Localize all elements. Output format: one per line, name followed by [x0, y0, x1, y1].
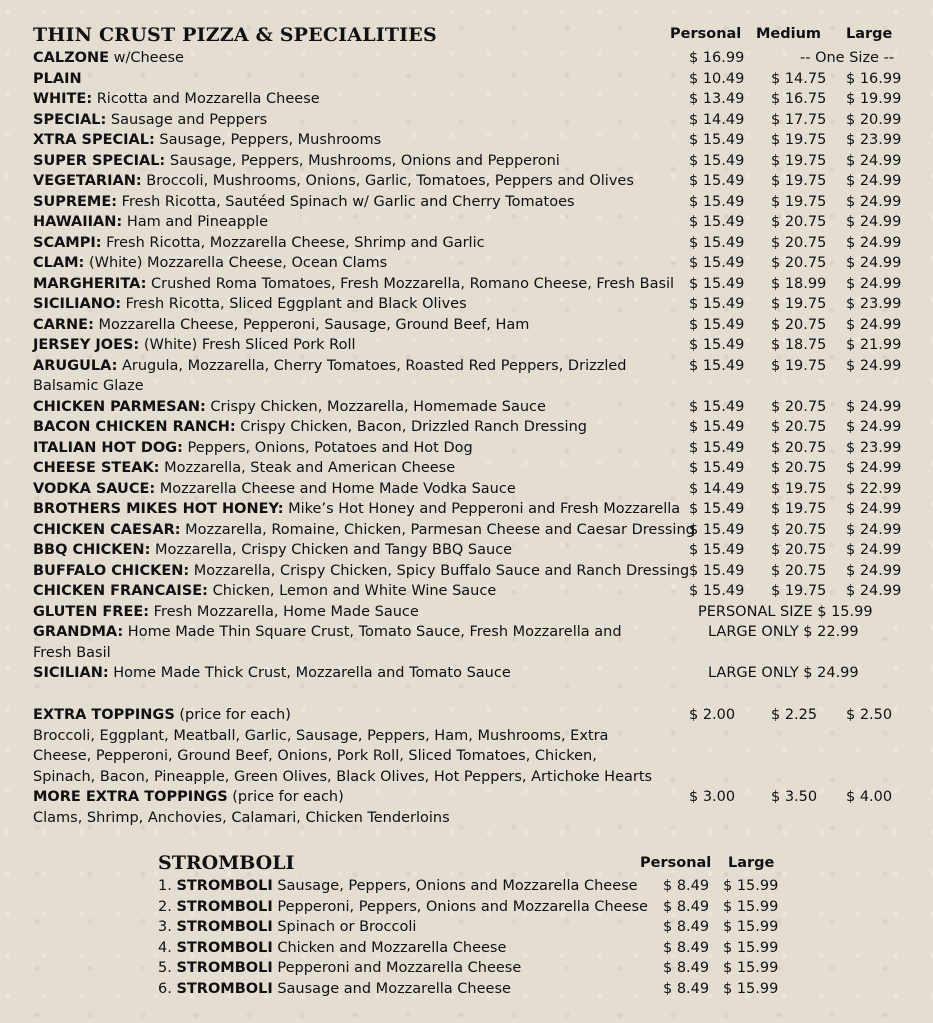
menu-item — [33, 212, 268, 233]
menu-item-desc: Sausage, Peppers, Mushrooms — [154, 132, 382, 148]
menu-item — [33, 499, 680, 520]
price-personal: $ 15.49 — [689, 316, 745, 333]
stromboli-item-name: STROMBOLI — [176, 939, 273, 956]
price-medium: $ 19.75 — [771, 152, 827, 169]
stromboli-item-desc: Pepperoni and Mozzarella Cheese — [272, 960, 522, 976]
more-price-medium: $ 3.50 — [771, 789, 818, 805]
menu-item-desc: Home Made Thin Square Crust, Tomato Sauce, Fresh Mozzarella and Fresh Basil — [33, 624, 622, 661]
menu-item-desc: Peppers, Onions, Potatoes and Hot Dog — [182, 439, 473, 456]
price-large: $ 24.99 — [846, 234, 902, 251]
price-personal: $ 15.49 — [689, 521, 745, 538]
stromboli-item — [158, 876, 638, 897]
menu-item — [33, 479, 516, 500]
price-large: $ 24.99 — [846, 357, 902, 374]
price-medium: $ 14.75 — [771, 70, 827, 87]
menu-item — [33, 69, 82, 90]
menu-item-desc: (White) Fresh Sliced Pork Roll — [139, 337, 356, 353]
price-large: $ 24.99 — [846, 419, 902, 435]
price-medium: $ 19.75 — [771, 173, 827, 189]
stromboli-price-large: $ 15.99 — [723, 939, 779, 956]
price-personal: $ 15.49 — [689, 501, 745, 517]
price-medium: $ 20.75 — [771, 255, 827, 271]
stromboli-price-large: $ 15.99 — [723, 960, 779, 976]
extra-price-personal: $ 2.00 — [689, 707, 736, 723]
price-large: $ 24.99 — [846, 501, 902, 517]
price-personal: $ 14.49 — [689, 480, 745, 497]
menu-item-name: GRANDMA: — [33, 624, 124, 640]
price-large: $ 21.99 — [846, 337, 902, 353]
price-large: $ 24.99 — [846, 562, 902, 579]
menu-item-desc: Mozzarella, Crispy Chicken, Spicy Buffalo Sauce and Ranch Dressing — [189, 562, 690, 579]
stromboli-price-large: $ 15.99 — [723, 980, 779, 997]
menu-item — [33, 438, 473, 459]
more-price-personal: $ 3.00 — [689, 789, 736, 805]
price-note: LARGE ONLY $ 24.99 — [708, 665, 859, 681]
menu-item — [33, 192, 575, 213]
extra-price-medium: $ 2.25 — [771, 707, 818, 723]
price-medium: $ 20.75 — [771, 542, 827, 558]
price-large: $ 24.99 — [846, 193, 902, 210]
menu-item — [33, 274, 674, 295]
menu-item-name: SUPER SPECIAL: — [33, 152, 166, 169]
price-large: $ 20.99 — [846, 111, 902, 128]
price-large: $ 23.99 — [846, 439, 902, 456]
stromboli-price-personal: $ 8.49 — [663, 919, 710, 935]
menu-item — [33, 540, 512, 561]
menu-item-desc: Sausage, Peppers, Mushrooms, Onions and Pepperoni — [165, 152, 560, 169]
stromboli-item — [158, 958, 521, 979]
stromboli-item-number: 1. — [158, 878, 177, 894]
stromboli-item-number: 6. — [158, 980, 177, 997]
more-toppings-list: Clams, Shrimp, Anchovies, Calamari, Chicken Tenderloins — [33, 809, 450, 826]
menu-item-name: PLAIN — [33, 70, 82, 87]
header-personal: Personal — [670, 26, 742, 42]
extra-toppings-name: EXTRA TOPPINGS — [33, 707, 175, 723]
price-medium: $ 20.75 — [771, 316, 827, 333]
price-medium: $ 20.75 — [771, 562, 827, 579]
stromboli-item-name: STROMBOLI — [176, 980, 273, 997]
menu-item — [33, 294, 467, 315]
stromboli-price-personal: $ 8.49 — [663, 960, 710, 976]
menu-item-desc: Mozzarella Cheese and Home Made Vodka Sauce — [155, 480, 516, 497]
price-large: $ 24.99 — [846, 173, 902, 189]
stromboli-price-large: $ 15.99 — [723, 898, 779, 915]
stromboli-item-number: 4. — [158, 939, 177, 956]
price-note: -- One Size -- — [800, 50, 895, 66]
menu-item — [33, 397, 546, 418]
menu-item-name: SUPREME: — [33, 193, 118, 210]
menu-item-desc: Fresh Ricotta, Mozzarella Cheese, Shrimp and Garlic — [101, 234, 485, 251]
stromboli-item — [158, 897, 648, 918]
stromboli-item — [158, 938, 506, 959]
price-large: $ 24.99 — [846, 255, 902, 271]
menu-item-desc: Mozzarella, Romaine, Chicken, Parmesan Cheese and Caesar Dressing — [180, 521, 695, 538]
stromboli-header-large: Large — [728, 855, 775, 871]
menu-item-name: XTRA SPECIAL: — [33, 132, 155, 148]
price-personal: $ 15.49 — [689, 542, 745, 558]
price-personal: $ 15.49 — [689, 132, 745, 148]
menu-item-desc: Mozzarella, Crispy Chicken and Tangy BBQ Sauce — [150, 542, 513, 558]
menu-item-desc: Chicken, Lemon and White Wine Sauce — [207, 583, 497, 599]
menu-item-name: BROTHERS MIKES HOT HONEY: — [33, 501, 284, 517]
price-medium: $ 20.75 — [771, 419, 827, 435]
price-large: $ 22.99 — [846, 480, 902, 497]
price-medium: $ 17.75 — [771, 111, 827, 128]
price-personal: $ 15.49 — [689, 562, 745, 579]
price-personal: $ 10.49 — [689, 70, 745, 87]
price-medium: $ 20.75 — [771, 460, 827, 476]
menu-item — [33, 48, 184, 69]
menu-item-desc: Ricotta and Mozzarella Cheese — [92, 91, 320, 107]
menu-item-desc: Sausage and Peppers — [106, 111, 268, 128]
stromboli-item-name: STROMBOLI — [176, 878, 273, 894]
price-medium: $ 20.75 — [771, 234, 827, 251]
price-personal: $ 15.49 — [689, 255, 745, 271]
menu-item — [33, 663, 511, 684]
menu-item — [33, 130, 381, 151]
menu-item-name: CHICKEN PARMESAN: — [33, 398, 206, 415]
menu-item-desc: Fresh Ricotta, Sliced Eggplant and Black Olives — [121, 296, 467, 312]
extra-toppings-list: Broccoli, Eggplant, Meatball, Garlic, Sausage, Peppers, Ham, Mushrooms, Extra Cheese, Pepperoni, Ground Beef, Onions, Pork Roll, Sliced Tomatoes, Chicken, Spinach, Bacon, Pineapple, Green Olives, Black Olives, Hot Peppers, Artichoke Hearts — [33, 727, 653, 785]
pizza-section-title: THIN CRUST PIZZA & SPECIALITIES — [33, 24, 437, 46]
menu-item — [33, 458, 455, 479]
menu-item-name: SPECIAL: — [33, 111, 107, 128]
menu-item-desc: Fresh Ricotta, Sautéed Spinach w/ Garlic and Cherry Tomatoes — [117, 193, 575, 210]
menu-item-name: CALZONE — [33, 50, 109, 66]
menu-item-desc: Mozzarella, Steak and American Cheese — [159, 460, 456, 476]
menu-item-desc: Mozzarella Cheese, Pepperoni, Sausage, Ground Beef, Ham — [93, 316, 530, 333]
menu-item-name: GLUTEN FREE: — [33, 603, 150, 620]
more-price-large: $ 4.00 — [846, 789, 893, 805]
price-medium: $ 19.75 — [771, 296, 827, 312]
price-large: $ 23.99 — [846, 296, 902, 312]
price-medium: $ 19.75 — [771, 193, 827, 210]
price-personal: $ 15.49 — [689, 583, 745, 599]
price-large: $ 24.99 — [846, 316, 902, 333]
menu-item-name: CHEESE STEAK: — [33, 460, 160, 476]
price-medium: $ 20.75 — [771, 521, 827, 538]
price-personal: $ 15.49 — [689, 439, 745, 456]
menu-item-name: BUFFALO CHICKEN: — [33, 562, 190, 579]
menu-item — [33, 561, 689, 582]
price-medium: $ 20.75 — [771, 398, 827, 415]
menu-item-name: SICILIAN: — [33, 665, 109, 681]
price-personal: $ 13.49 — [689, 91, 745, 107]
price-personal: $ 15.49 — [689, 173, 745, 189]
price-medium: $ 16.75 — [771, 91, 827, 107]
menu-item — [33, 417, 587, 438]
price-personal: $ 15.49 — [689, 398, 745, 415]
menu-item-desc: Ham and Pineapple — [122, 214, 269, 230]
menu-item-name: CLAM: — [33, 255, 85, 271]
stromboli-item-desc: Pepperoni, Peppers, Onions and Mozzarella Cheese — [272, 898, 648, 915]
menu-item — [33, 110, 267, 131]
menu-item — [33, 581, 496, 602]
price-personal: $ 16.99 — [689, 50, 745, 66]
stromboli-item — [158, 917, 416, 938]
menu-item-name: CHICKEN FRANCAISE: — [33, 583, 208, 599]
menu-item-desc: Fresh Mozzarella, Home Made Sauce — [149, 603, 419, 620]
price-large: $ 24.99 — [846, 521, 902, 538]
menu-item — [33, 356, 643, 397]
menu-item-desc: Crushed Roma Tomatoes, Fresh Mozzarella, Romano Cheese, Fresh Basil — [146, 275, 675, 292]
menu-item-name: CARNE: — [33, 316, 94, 333]
stromboli-item-number: 3. — [158, 919, 177, 935]
price-medium: $ 20.75 — [771, 214, 827, 230]
price-medium: $ 19.75 — [771, 480, 827, 497]
menu-item-name: JERSEY JOES: — [33, 337, 140, 353]
menu-item-desc: Home Made Thick Crust, Mozzarella and Tomato Sauce — [108, 665, 511, 681]
price-large: $ 24.99 — [846, 275, 902, 292]
menu-item-name: VEGETARIAN: — [33, 173, 142, 189]
menu-item — [33, 622, 643, 663]
stromboli-price-personal: $ 8.49 — [663, 939, 710, 956]
stromboli-item — [158, 979, 511, 1000]
price-large: $ 24.99 — [846, 214, 902, 230]
price-medium: $ 19.75 — [771, 583, 827, 599]
menu-item — [33, 89, 320, 110]
price-personal: $ 15.49 — [689, 275, 745, 292]
price-note: LARGE ONLY $ 22.99 — [708, 624, 859, 640]
stromboli-item-name: STROMBOLI — [176, 960, 273, 976]
price-large: $ 24.99 — [846, 460, 902, 476]
price-medium: $ 19.75 — [771, 132, 827, 148]
menu-item-name: ARUGULA: — [33, 357, 118, 374]
stromboli-price-personal: $ 8.49 — [663, 878, 710, 894]
menu-item — [33, 253, 387, 274]
price-personal: $ 15.49 — [689, 296, 745, 312]
price-personal: $ 15.49 — [689, 337, 745, 353]
menu-item-desc: Crispy Chicken, Bacon, Drizzled Ranch Dressing — [235, 419, 587, 435]
price-large: $ 24.99 — [846, 542, 902, 558]
stromboli-item-desc: Chicken and Mozzarella Cheese — [272, 939, 507, 956]
menu-item — [33, 520, 695, 541]
menu-item — [33, 335, 356, 356]
extra-price-large: $ 2.50 — [846, 707, 893, 723]
stromboli-price-personal: $ 8.49 — [663, 898, 710, 915]
header-large: Large — [846, 26, 893, 42]
menu-item-name: SCAMPI: — [33, 234, 102, 251]
stromboli-item-name: STROMBOLI — [176, 919, 273, 935]
price-personal: $ 14.49 — [689, 111, 745, 128]
price-large: $ 24.99 — [846, 152, 902, 169]
more-extra-toppings — [33, 787, 663, 828]
stromboli-item-number: 5. — [158, 960, 177, 976]
price-personal: $ 15.49 — [689, 357, 745, 374]
price-large: $ 24.99 — [846, 583, 902, 599]
price-personal: $ 15.49 — [689, 214, 745, 230]
menu-item-desc: Broccoli, Mushrooms, Onions, Garlic, Tomatoes, Peppers and Olives — [141, 173, 634, 189]
price-medium: $ 19.75 — [771, 357, 827, 374]
menu-item-name: VODKA SAUCE: — [33, 480, 156, 497]
price-medium: $ 18.75 — [771, 337, 827, 353]
price-medium: $ 19.75 — [771, 501, 827, 517]
menu-item-desc: Arugula, Mozzarella, Cherry Tomatoes, Roasted Red Peppers, Drizzled Balsamic Glaze — [33, 357, 627, 394]
stromboli-price-personal: $ 8.49 — [663, 980, 710, 997]
more-toppings-name: MORE EXTRA TOPPINGS — [33, 789, 228, 805]
price-medium: $ 20.75 — [771, 439, 827, 456]
menu-item-desc: Crispy Chicken, Mozzarella, Homemade Sauce — [205, 398, 546, 415]
stromboli-item-desc: Spinach or Broccoli — [272, 919, 417, 935]
price-medium: $ 18.99 — [771, 275, 827, 292]
price-personal: $ 15.49 — [689, 152, 745, 169]
menu-item — [33, 602, 419, 623]
menu-item — [33, 233, 485, 254]
more-toppings-sub: (price for each) — [227, 789, 344, 805]
stromboli-item-name: STROMBOLI — [176, 898, 273, 915]
stromboli-price-large: $ 15.99 — [723, 878, 779, 894]
menu-item-name: SICILIANO: — [33, 296, 121, 312]
price-personal: $ 15.49 — [689, 193, 745, 210]
price-personal: $ 15.49 — [689, 419, 745, 435]
menu-item — [33, 315, 529, 336]
price-note: PERSONAL SIZE $ 15.99 — [698, 603, 873, 620]
price-personal: $ 15.49 — [689, 234, 745, 251]
price-large: $ 19.99 — [846, 91, 902, 107]
extra-toppings — [33, 705, 663, 787]
stromboli-item-desc: Sausage, Peppers, Onions and Mozzarella Cheese — [272, 878, 638, 894]
stromboli-item-number: 2. — [158, 898, 177, 915]
menu-item-name: ITALIAN HOT DOG: — [33, 439, 183, 456]
stromboli-price-large: $ 15.99 — [723, 919, 779, 935]
menu-item-desc: w/Cheese — [108, 50, 184, 66]
menu-item — [33, 171, 634, 192]
menu-item-name: BACON CHICKEN RANCH: — [33, 419, 236, 435]
menu-item — [33, 151, 560, 172]
menu-item-name: BBQ CHICKEN: — [33, 542, 151, 558]
price-large: $ 16.99 — [846, 70, 902, 87]
stromboli-header-personal: Personal — [640, 855, 712, 871]
price-large: $ 24.99 — [846, 398, 902, 415]
stromboli-section-title: STROMBOLI — [158, 852, 295, 874]
menu-item-name: MARGHERITA: — [33, 275, 147, 292]
menu-item-desc: Mike’s Hot Honey and Pepperoni and Fresh Mozzarella — [283, 501, 681, 517]
menu-item-desc: (White) Mozzarella Cheese, Ocean Clams — [84, 255, 388, 271]
menu-item-name: WHITE: — [33, 91, 93, 107]
price-large: $ 23.99 — [846, 132, 902, 148]
price-personal: $ 15.49 — [689, 460, 745, 476]
header-medium: Medium — [756, 26, 822, 42]
menu-item-name: HAWAIIAN: — [33, 214, 123, 230]
menu-item-name: CHICKEN CAESAR: — [33, 521, 181, 538]
extra-toppings-sub: (price for each) — [174, 707, 291, 723]
stromboli-item-desc: Sausage and Mozzarella Cheese — [272, 980, 511, 997]
